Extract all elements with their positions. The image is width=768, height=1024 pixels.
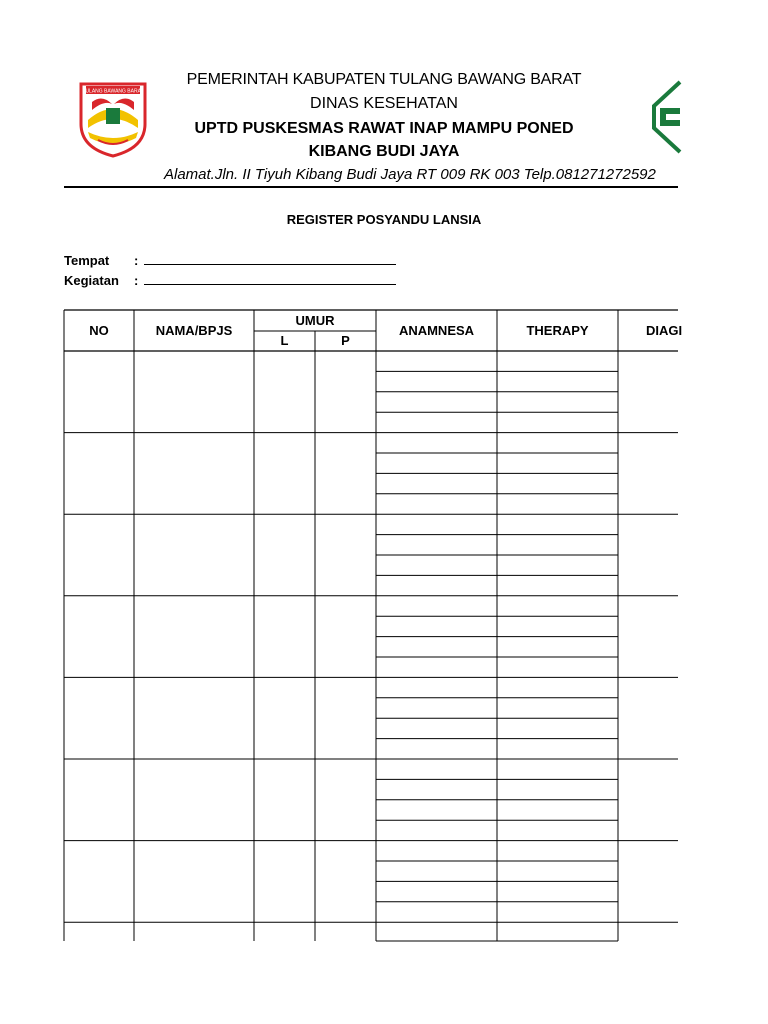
col-header-diagnosa: DIAGI [646, 323, 683, 338]
col-header-no: NO [89, 323, 109, 338]
field-colon: : [134, 253, 139, 268]
government-name: PEMERINTAH KABUPATEN TULANG BAWANG BARAT [186, 71, 582, 88]
col-header-umur-p: P [341, 333, 350, 348]
address-line: Alamat.Jln. II Tiyuh Kibang Budi Jaya RT 009 RK 003 Telp.081271272592 [164, 166, 656, 183]
field-label-tempat: Tempat [64, 253, 110, 268]
document-title: REGISTER POSYANDU LANSIA [286, 212, 482, 227]
col-header-umur-l: L [280, 333, 289, 348]
facility-name: UPTD PUSKESMAS RAWAT INAP MAMPU PONED [194, 120, 574, 137]
department-name: DINAS KESEHATAN [310, 95, 458, 112]
col-header-therapy: THERAPY [526, 323, 589, 338]
col-header-anamnesa: ANAMNESA [398, 323, 475, 338]
facility-location: KIBANG BUDI JAYA [308, 143, 460, 160]
field-label-kegiatan: Kegiatan [64, 273, 119, 288]
col-header-umur: UMUR [295, 313, 335, 328]
emblem-banner-text: TULANG BAWANG BARAT [82, 88, 144, 95]
col-header-nama-bpjs: NAMA/BPJS [155, 323, 233, 338]
field-colon: : [134, 273, 139, 288]
